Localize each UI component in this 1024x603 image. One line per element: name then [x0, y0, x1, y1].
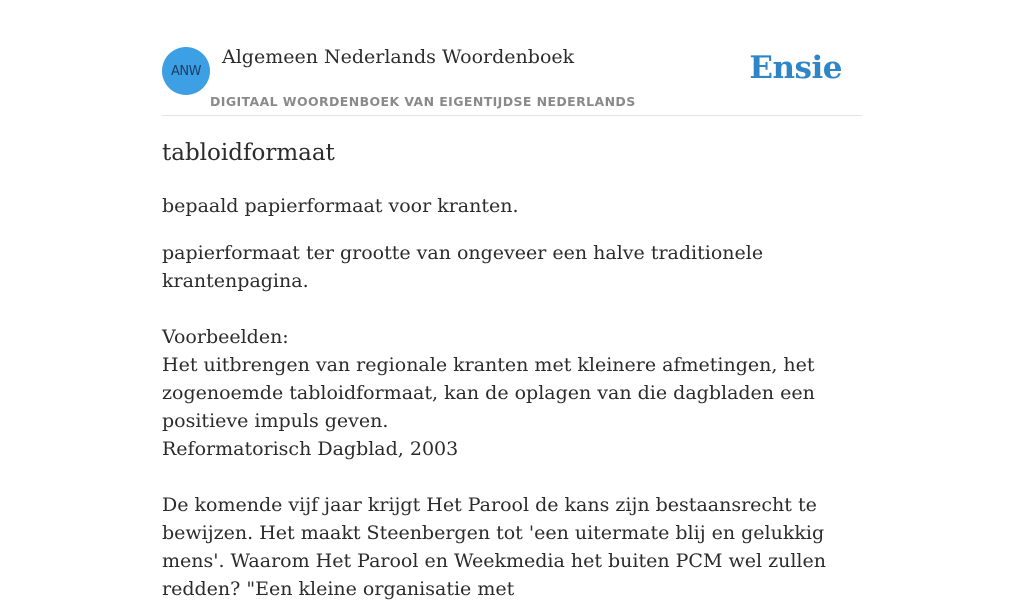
example-text: De komende vijf jaar krijgt Het Parool de kans zijn bestaansrecht te bewijzen. Het maakt Steenbergen tot 'een uitermate blij en gelukkig mens'. Waarom Het Parool en Weekmedia het buiten PCM wel zullen redden? "Een kleine organisatie met — [162, 494, 826, 600]
site-subtitle: DIGITAAL WOORDENBOEK VAN EIGENTIJDSE NEDERLANDS — [210, 94, 636, 109]
short-definition: bepaald papierformaat voor kranten. — [162, 195, 519, 217]
page — [162, 0, 862, 600]
anw-logo[interactable] — [162, 47, 210, 95]
example-source: Reformatorisch Dagblad, 2003 — [162, 438, 459, 460]
entry-word: tabloidformaat — [162, 140, 335, 166]
examples-label: Voorbeelden: — [162, 326, 289, 348]
site-title[interactable]: Algemeen Nederlands Woordenboek — [222, 46, 575, 68]
entry-content — [162, 192, 862, 603]
spacer — [162, 295, 862, 323]
ensie-brand-logo[interactable]: Ensie — [749, 50, 842, 86]
site-header — [162, 0, 862, 116]
definition: papierformaat ter grootte van ongeveer een halve traditionele krantenpagina. — [162, 242, 764, 292]
spacer — [162, 463, 862, 491]
example-text: Het uitbrengen van regionale kranten met kleinere afmetingen, het zogenoemde tabloidformaat, kan de oplagen van die dagbladen een positieve impuls geven. — [162, 354, 815, 432]
logo-text: ANW — [171, 63, 201, 79]
